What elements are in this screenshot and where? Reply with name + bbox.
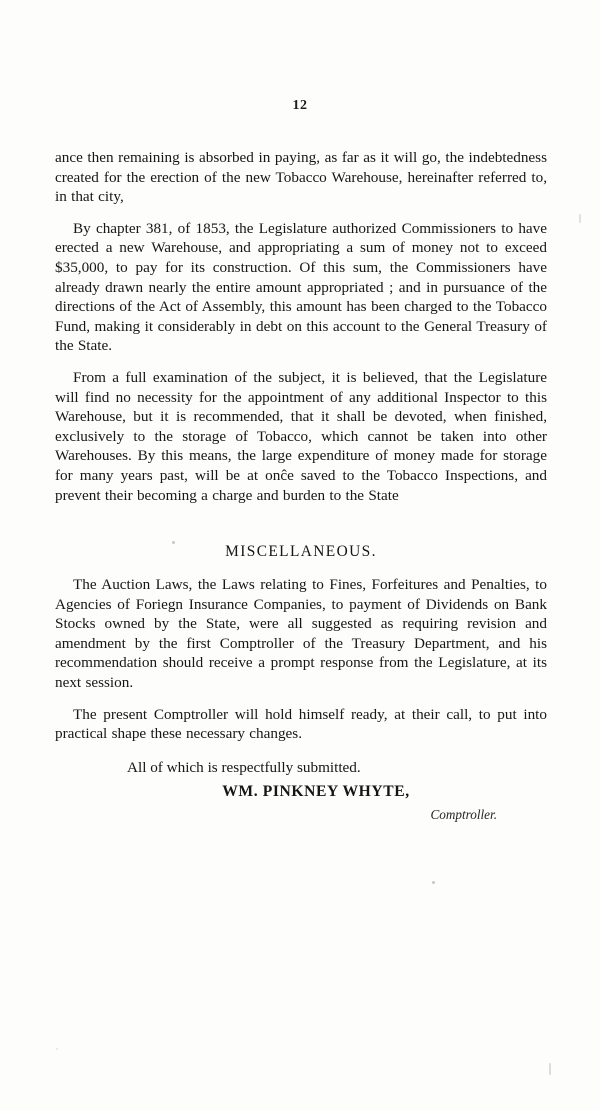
paragraph-auction-laws: The Auction Laws, the Laws relating to Fines, Forfeitures and Penalties, to Agencies of Foriegn Insurance Companies, to payment of Dividends on Bank Stocks owned by the State, were all suggested as requiring revision and amendment by the first Comptroller of the Treasury Department, and his recommendation should receive a prompt response from the Legislature, at its next session. — [55, 576, 547, 692]
scan-speckle — [56, 1048, 58, 1050]
paragraph-present-comptroller: The present Comptroller will hold himself ready, at their call, to put into practical shape these necessary changes. — [55, 705, 547, 743]
paragraph-warehouse-appropriation: By chapter 381, of 1853, the Legislature authorized Commissioners to have erected a new Warehouse, and appropriating a sum of money not to exceed $35,000, to pay for its construction. Of this sum, the Commissioners have already drawn nearly the entire amount appropriated ; and in pursuance of the directions of the Act of Assembly, this amount has been charged to the Tobacco Fund, making it considerably in debt on this account to the General Treasury of the State. — [55, 219, 547, 355]
closing-statement: All of which is respectfully submitted. — [127, 758, 361, 776]
signature-title: Comptroller. — [430, 807, 497, 823]
page-number: 12 — [292, 98, 308, 113]
body-text-column — [55, 148, 547, 823]
scan-speckle — [579, 214, 581, 223]
scan-speckle — [549, 1063, 551, 1075]
signature-name: WM. PINKNEY WHYTE, — [222, 783, 410, 801]
scan-speckle — [172, 541, 175, 544]
section-heading-miscellaneous: MISCELLANEOUS. — [225, 543, 377, 561]
scan-speckle — [432, 881, 435, 884]
paragraph-continued: ance then remaining is absorbed in paying, as far as it will go, the indebtedness created for the erection of the new Tobacco Warehouse, hereinafter referred to, in that city, — [55, 149, 547, 206]
paragraph-inspector-recommendation: From a full examination of the subject, it is believed, that the Legislature will find no necessity for the appointment of any additional Inspector to this Warehouse, but it is recommended, that it shall be devoted, when finished, exclusively to the storage of Tobacco, which cannot be taken into other Warehouses. By this means, the large expenditure of money made for storage for many years past, will be at onĉe saved to the Tobacco Inspections, and prevent their becoming a charge and burden to the State — [55, 368, 547, 504]
